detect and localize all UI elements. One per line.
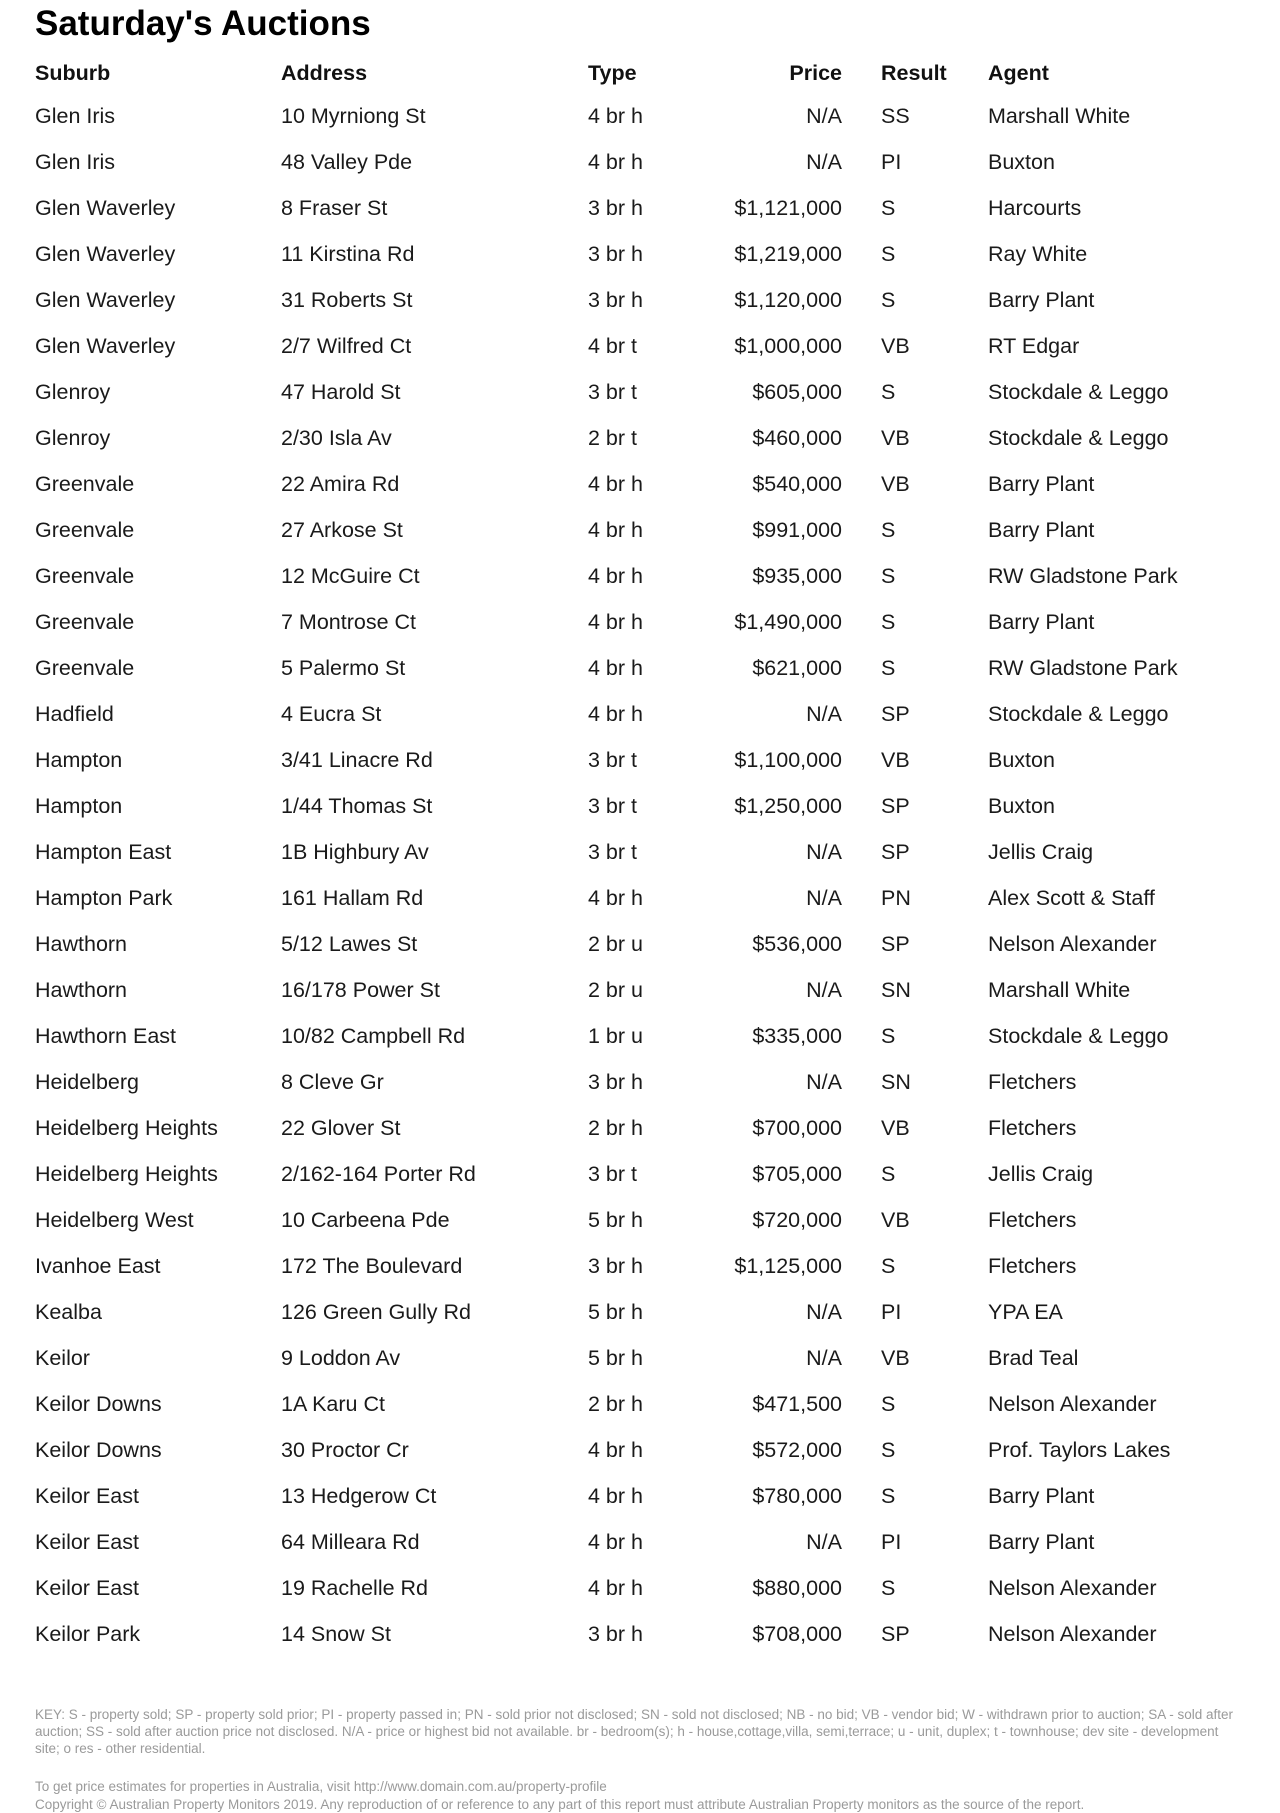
cell-result: S — [881, 564, 896, 588]
table-row — [35, 415, 1245, 461]
cell-address: 2/7 Wilfred Ct — [281, 334, 412, 358]
price-estimate-note: To get price estimates for properties in Australia, visit http://www.domain.com.au/property-profile — [35, 1779, 607, 1794]
cell-price: N/A — [806, 1070, 842, 1094]
cell-price: $460,000 — [752, 426, 842, 450]
table-row — [35, 921, 1245, 967]
cell-suburb: Hampton — [35, 794, 123, 818]
cell-agent: Nelson Alexander — [988, 1392, 1157, 1416]
cell-type: 4 br h — [588, 702, 643, 726]
cell-suburb: Glen Waverley — [35, 242, 176, 266]
cell-agent: Buxton — [988, 748, 1055, 772]
cell-price: N/A — [806, 886, 842, 910]
cell-suburb: Hawthorn East — [35, 1024, 177, 1048]
cell-type: 3 br h — [588, 1254, 643, 1278]
table-body — [35, 93, 1245, 1657]
cell-suburb: Greenvale — [35, 518, 135, 542]
cell-suburb: Keilor — [35, 1346, 90, 1370]
cell-result: S — [881, 656, 896, 680]
cell-result: S — [881, 1576, 896, 1600]
cell-address: 8 Cleve Gr — [281, 1070, 384, 1094]
table-row — [35, 1473, 1245, 1519]
cell-agent: RW Gladstone Park — [988, 656, 1178, 680]
table-row — [35, 829, 1245, 875]
cell-result: S — [881, 1162, 896, 1186]
cell-type: 4 br h — [588, 472, 643, 496]
cell-result: S — [881, 242, 896, 266]
cell-price: N/A — [806, 1300, 842, 1324]
cell-address: 4 Eucra St — [281, 702, 382, 726]
cell-result: VB — [881, 748, 910, 772]
cell-agent: Barry Plant — [988, 610, 1095, 634]
cell-suburb: Keilor East — [35, 1576, 139, 1600]
table-row — [35, 691, 1245, 737]
cell-result: S — [881, 196, 896, 220]
cell-address: 27 Arkose St — [281, 518, 403, 542]
table-row — [35, 1289, 1245, 1335]
cell-agent: Nelson Alexander — [988, 1622, 1157, 1646]
cell-price: $1,490,000 — [734, 610, 842, 634]
cell-agent: Harcourts — [988, 196, 1082, 220]
cell-suburb: Heidelberg Heights — [35, 1116, 218, 1140]
cell-agent: Ray White — [988, 242, 1088, 266]
cell-suburb: Keilor East — [35, 1484, 139, 1508]
table-header-row — [35, 53, 1245, 93]
cell-agent: Alex Scott & Staff — [988, 886, 1155, 910]
cell-type: 5 br h — [588, 1346, 643, 1370]
cell-agent: Fletchers — [988, 1254, 1077, 1278]
cell-agent: Buxton — [988, 150, 1055, 174]
cell-address: 10/82 Campbell Rd — [281, 1024, 466, 1048]
cell-result: VB — [881, 334, 910, 358]
cell-agent: Barry Plant — [988, 472, 1095, 496]
cell-address: 1/44 Thomas St — [281, 794, 433, 818]
cell-price: N/A — [806, 1346, 842, 1370]
cell-result: S — [881, 1254, 896, 1278]
cell-suburb: Glen Waverley — [35, 288, 176, 312]
cell-price: $1,100,000 — [734, 748, 842, 772]
cell-type: 4 br h — [588, 886, 643, 910]
column-header-result: Result — [881, 61, 947, 85]
cell-agent: Stockdale & Leggo — [988, 426, 1169, 450]
cell-result: S — [881, 1484, 896, 1508]
cell-type: 3 br h — [588, 242, 643, 266]
table-row — [35, 1611, 1245, 1657]
cell-result: S — [881, 1024, 896, 1048]
table-row — [35, 1151, 1245, 1197]
cell-address: 30 Proctor Cr — [281, 1438, 409, 1462]
table-row — [35, 1013, 1245, 1059]
cell-suburb: Keilor Downs — [35, 1392, 162, 1416]
cell-address: 22 Amira Rd — [281, 472, 400, 496]
cell-agent: Nelson Alexander — [988, 1576, 1157, 1600]
cell-address: 1B Highbury Av — [281, 840, 429, 864]
cell-price: $708,000 — [752, 1622, 842, 1646]
cell-agent: Stockdale & Leggo — [988, 1024, 1169, 1048]
cell-suburb: Hampton East — [35, 840, 172, 864]
table-row — [35, 1059, 1245, 1105]
cell-price: $572,000 — [752, 1438, 842, 1462]
table-row — [35, 1105, 1245, 1151]
cell-suburb: Greenvale — [35, 472, 135, 496]
cell-suburb: Keilor Park — [35, 1622, 141, 1646]
table-row — [35, 1243, 1245, 1289]
cell-type: 3 br t — [588, 840, 637, 864]
cell-suburb: Glen Iris — [35, 104, 116, 128]
cell-result: VB — [881, 1346, 910, 1370]
cell-result: S — [881, 380, 896, 404]
table-row — [35, 369, 1245, 415]
column-header-agent: Agent — [988, 61, 1049, 85]
cell-agent: Fletchers — [988, 1208, 1077, 1232]
cell-suburb: Heidelberg — [35, 1070, 139, 1094]
cell-suburb: Hampton Park — [35, 886, 173, 910]
cell-agent: Barry Plant — [988, 1530, 1095, 1554]
cell-price: $621,000 — [752, 656, 842, 680]
cell-address: 64 Milleara Rd — [281, 1530, 420, 1554]
cell-price: N/A — [806, 840, 842, 864]
cell-result: SP — [881, 702, 910, 726]
cell-suburb: Glenroy — [35, 380, 111, 404]
cell-address: 19 Rachelle Rd — [281, 1576, 429, 1600]
cell-agent: Nelson Alexander — [988, 932, 1157, 956]
cell-address: 16/178 Power St — [281, 978, 440, 1002]
cell-price: $536,000 — [752, 932, 842, 956]
table-row — [35, 139, 1245, 185]
column-header-price: Price — [789, 61, 842, 85]
table-row — [35, 1427, 1245, 1473]
cell-agent: Barry Plant — [988, 518, 1095, 542]
cell-address: 13 Hedgerow Ct — [281, 1484, 437, 1508]
cell-type: 4 br h — [588, 564, 643, 588]
cell-result: SP — [881, 794, 910, 818]
cell-result: SP — [881, 840, 910, 864]
table-row — [35, 875, 1245, 921]
cell-type: 4 br h — [588, 1484, 643, 1508]
cell-result: SN — [881, 1070, 911, 1094]
cell-price: $335,000 — [752, 1024, 842, 1048]
cell-price: N/A — [806, 150, 842, 174]
cell-type: 3 br h — [588, 1070, 643, 1094]
cell-agent: Buxton — [988, 794, 1055, 818]
cell-price: $1,125,000 — [734, 1254, 842, 1278]
cell-type: 3 br t — [588, 1162, 637, 1186]
cell-address: 172 The Boulevard — [281, 1254, 463, 1278]
cell-price: $1,000,000 — [734, 334, 842, 358]
results-key-legend: KEY: S - property sold; SP - property sold prior; PI - property passed in; PN - sold prior not disclosed; SN - sold not disclosed; NB - no bid; VB - vendor bid; W - withdrawn prior to auction; SA - sold after auction; SS - sold after auction price not disclosed. N/A - price or highest bid not available. br - bedroom(s); h - house,cottage,villa, semi,terrace; u - unit, duplex; t - townhouse; dev site - development site; o res - other residential. — [35, 1707, 1234, 1756]
cell-result: PI — [881, 1530, 902, 1554]
cell-suburb: Hawthorn — [35, 932, 128, 956]
cell-suburb: Greenvale — [35, 564, 135, 588]
page-title: Saturday's Auctions — [35, 4, 371, 43]
cell-result: SP — [881, 1622, 910, 1646]
cell-agent: Stockdale & Leggo — [988, 380, 1169, 404]
cell-price: N/A — [806, 104, 842, 128]
cell-price: $720,000 — [752, 1208, 842, 1232]
cell-price: $1,219,000 — [734, 242, 842, 266]
table-row — [35, 967, 1245, 1013]
cell-price: $880,000 — [752, 1576, 842, 1600]
cell-result: S — [881, 1392, 896, 1416]
cell-price: $935,000 — [752, 564, 842, 588]
table-row — [35, 1519, 1245, 1565]
table-row — [35, 185, 1245, 231]
cell-type: 3 br t — [588, 748, 637, 772]
cell-result: S — [881, 518, 896, 542]
copyright-notice: Copyright © Australian Property Monitors 2019. Any reproduction of or reference to any part of this report must attribute Australian Property monitors as the source of the report. — [35, 1797, 1085, 1812]
table-row — [35, 1335, 1245, 1381]
cell-agent: Barry Plant — [988, 288, 1095, 312]
cell-result: SP — [881, 932, 910, 956]
cell-agent: Brad Teal — [988, 1346, 1079, 1370]
cell-result: PI — [881, 1300, 902, 1324]
cell-address: 10 Carbeena Pde — [281, 1208, 450, 1232]
cell-type: 1 br u — [588, 1024, 643, 1048]
cell-type: 4 br h — [588, 1438, 643, 1462]
cell-address: 8 Fraser St — [281, 196, 388, 220]
cell-suburb: Glenroy — [35, 426, 111, 450]
cell-agent: Marshall White — [988, 104, 1131, 128]
cell-suburb: Heidelberg West — [35, 1208, 194, 1232]
cell-address: 161 Hallam Rd — [281, 886, 424, 910]
cell-type: 4 br h — [588, 610, 643, 634]
cell-type: 4 br h — [588, 1576, 643, 1600]
table-row — [35, 1565, 1245, 1611]
cell-price: N/A — [806, 978, 842, 1002]
cell-agent: RW Gladstone Park — [988, 564, 1178, 588]
cell-agent: Fletchers — [988, 1116, 1077, 1140]
cell-price: $1,250,000 — [734, 794, 842, 818]
table-row — [35, 1197, 1245, 1243]
table-row — [35, 1381, 1245, 1427]
cell-type: 2 br t — [588, 426, 637, 450]
cell-price: N/A — [806, 1530, 842, 1554]
cell-result: VB — [881, 426, 910, 450]
cell-type: 4 br h — [588, 1530, 643, 1554]
cell-agent: Prof. Taylors Lakes — [988, 1438, 1171, 1462]
cell-result: PI — [881, 150, 902, 174]
cell-address: 5 Palermo St — [281, 656, 406, 680]
table-row — [35, 645, 1245, 691]
cell-result: S — [881, 610, 896, 634]
cell-address: 126 Green Gully Rd — [281, 1300, 472, 1324]
cell-result: VB — [881, 472, 910, 496]
cell-type: 2 br h — [588, 1392, 643, 1416]
cell-price: N/A — [806, 702, 842, 726]
cell-address: 7 Montrose Ct — [281, 610, 417, 634]
table-row — [35, 507, 1245, 553]
cell-agent: YPA EA — [988, 1300, 1063, 1324]
cell-type: 2 br u — [588, 978, 643, 1002]
cell-type: 5 br h — [588, 1300, 643, 1324]
table-row — [35, 553, 1245, 599]
cell-result: SS — [881, 104, 910, 128]
cell-address: 14 Snow St — [281, 1622, 391, 1646]
cell-price: $705,000 — [752, 1162, 842, 1186]
cell-type: 3 br t — [588, 380, 637, 404]
cell-result: PN — [881, 886, 911, 910]
cell-agent: Marshall White — [988, 978, 1131, 1002]
cell-address: 2/30 Isla Av — [281, 426, 392, 450]
cell-price: $780,000 — [752, 1484, 842, 1508]
cell-type: 4 br t — [588, 334, 637, 358]
cell-result: S — [881, 288, 896, 312]
cell-suburb: Greenvale — [35, 656, 135, 680]
cell-type: 3 br h — [588, 196, 643, 220]
cell-price: $1,121,000 — [734, 196, 842, 220]
cell-price: $991,000 — [752, 518, 842, 542]
cell-suburb: Keilor East — [35, 1530, 139, 1554]
cell-type: 3 br t — [588, 794, 637, 818]
cell-price: $540,000 — [752, 472, 842, 496]
cell-address: 5/12 Lawes St — [281, 932, 418, 956]
column-header-address: Address — [281, 61, 368, 85]
cell-address: 12 McGuire Ct — [281, 564, 420, 588]
cell-price: $700,000 — [752, 1116, 842, 1140]
cell-suburb: Heidelberg Heights — [35, 1162, 218, 1186]
cell-suburb: Keilor Downs — [35, 1438, 162, 1462]
cell-type: 2 br h — [588, 1116, 643, 1140]
cell-address: 9 Loddon Av — [281, 1346, 401, 1370]
table-row — [35, 461, 1245, 507]
column-header-type: Type — [588, 61, 637, 85]
cell-suburb: Hampton — [35, 748, 123, 772]
cell-agent: Jellis Craig — [988, 840, 1094, 864]
cell-address: 10 Myrniong St — [281, 104, 426, 128]
cell-address: 3/41 Linacre Rd — [281, 748, 433, 772]
cell-result: SN — [881, 978, 911, 1002]
cell-type: 4 br h — [588, 150, 643, 174]
table-row — [35, 93, 1245, 139]
cell-type: 4 br h — [588, 518, 643, 542]
cell-type: 4 br h — [588, 104, 643, 128]
cell-result: VB — [881, 1116, 910, 1140]
cell-type: 3 br h — [588, 288, 643, 312]
cell-suburb: Greenvale — [35, 610, 135, 634]
cell-result: VB — [881, 1208, 910, 1232]
cell-suburb: Hawthorn — [35, 978, 128, 1002]
cell-agent: Jellis Craig — [988, 1162, 1094, 1186]
cell-agent: Barry Plant — [988, 1484, 1095, 1508]
cell-suburb: Hadfield — [35, 702, 114, 726]
cell-type: 3 br h — [588, 1622, 643, 1646]
cell-address: 11 Kirstina Rd — [281, 242, 415, 266]
table-row — [35, 737, 1245, 783]
cell-address: 47 Harold St — [281, 380, 401, 404]
cell-address: 48 Valley Pde — [281, 150, 413, 174]
cell-result: S — [881, 1438, 896, 1462]
cell-address: 22 Glover St — [281, 1116, 401, 1140]
cell-type: 5 br h — [588, 1208, 643, 1232]
cell-type: 2 br u — [588, 932, 643, 956]
table-row — [35, 231, 1245, 277]
table-row — [35, 277, 1245, 323]
cell-suburb: Glen Iris — [35, 150, 116, 174]
table-row — [35, 599, 1245, 645]
cell-price: $1,120,000 — [734, 288, 842, 312]
cell-address: 2/162-164 Porter Rd — [281, 1162, 476, 1186]
cell-suburb: Glen Waverley — [35, 196, 176, 220]
cell-address: 31 Roberts St — [281, 288, 413, 312]
cell-agent: Fletchers — [988, 1070, 1077, 1094]
cell-suburb: Kealba — [35, 1300, 102, 1324]
auction-results-table — [35, 53, 1245, 1657]
cell-price: $471,500 — [752, 1392, 842, 1416]
cell-price: $605,000 — [752, 380, 842, 404]
table-row — [35, 323, 1245, 369]
cell-agent: Stockdale & Leggo — [988, 702, 1169, 726]
table-row — [35, 783, 1245, 829]
cell-type: 4 br h — [588, 656, 643, 680]
cell-agent: RT Edgar — [988, 334, 1080, 358]
cell-suburb: Glen Waverley — [35, 334, 176, 358]
cell-suburb: Ivanhoe East — [35, 1254, 161, 1278]
cell-address: 1A Karu Ct — [281, 1392, 385, 1416]
column-header-suburb: Suburb — [35, 61, 111, 85]
